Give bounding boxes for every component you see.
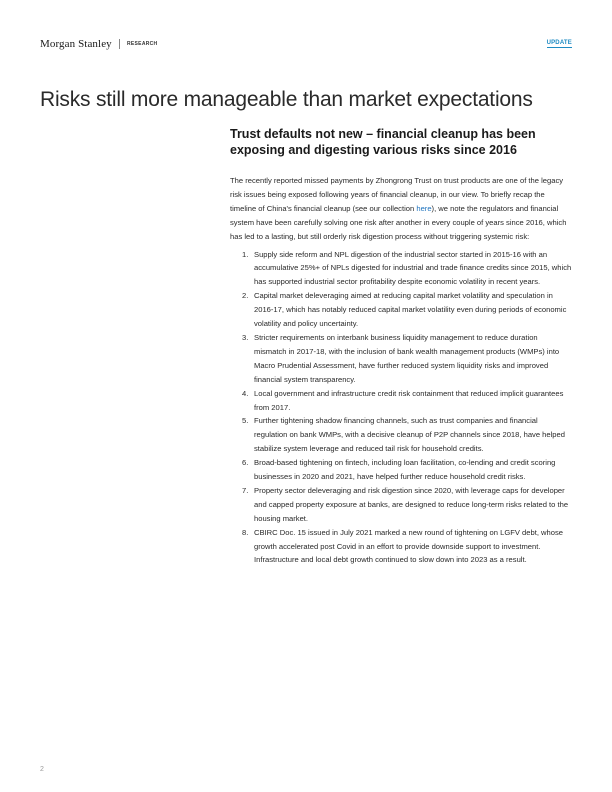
section-label: RESEARCH	[127, 41, 158, 47]
list-item-text: Broad-based tightening on fintech, including loan facilitation, co-lending and credit scoring businesses in 2020 and 2021, have helped further reduce household credit risks.	[254, 458, 556, 482]
list-item-text: Property sector deleveraging and risk digestion since 2020, with leverage caps for developer and capped property exposure at banks, are designed to reduce long-term risks related to the housing market.	[254, 485, 569, 523]
intro-text-after: ), we note the regulators and financial system have been carefully solving one risk after another in every couple of years since 2016, which has led to a lasting, but still orderly risk digestion process without triggering systemic risk:	[230, 203, 567, 241]
intro-text-before: The recently reported missed payments by Zhongrong Trust on trust products are one of the legacy risk issues being exposed following years of financial cleanup, in our view. To briefly recap the timeline of China's financial cleanup (see our collection	[230, 176, 564, 213]
list-item	[230, 456, 572, 484]
list-item	[230, 248, 572, 290]
list-number: 3.	[242, 332, 249, 342]
section-subheading: Trust defaults not new – financial cleanup has been exposing and digesting various risks since 2016	[230, 127, 536, 157]
page-header	[40, 38, 572, 52]
brand-logo: Morgan Stanley	[40, 38, 112, 50]
update-badge: UPDATE	[546, 40, 572, 46]
intro-paragraph	[230, 174, 572, 244]
list-item-text: CBIRC Doc. 15 issued in July 2021 marked a new round of tightening on LGFV debt, whose growth accelerated post Covid in an effort to provide downside support to investment. Infrastructure and local debt growth continued to slow down into 2023 as a result.	[254, 527, 563, 565]
collection-link[interactable]: here	[416, 203, 432, 213]
list-item-text: Stricter requirements on interbank business liquidity management to reduce duration mismatch in 2017-18, with the inclusion of bank wealth management products (WMPs) into Macro Prudential Assessment, have further reduced system liquidity risks and improved financial system transparency.	[254, 332, 560, 384]
list-item-text: Further tightening shadow financing channels, such as trust companies and financial regulation on bank WMPs, with a decisive cleanup of P2P channels since 2018, have helped stabilize system leverage and reduced tail risk for household credits.	[254, 416, 565, 454]
list-number: 5.	[242, 416, 249, 426]
list-item-text: Local government and infrastructure credit risk containment that reduced implicit guarantees from 2017.	[254, 388, 564, 412]
list-item	[230, 484, 572, 526]
list-number: 2.	[242, 291, 249, 301]
list-number: 4.	[242, 388, 249, 398]
page-title: Risks still more manageable than market expectations	[40, 88, 533, 111]
header-divider	[119, 39, 120, 49]
list-item	[230, 387, 572, 415]
list-item	[230, 414, 572, 456]
list-number: 8.	[242, 527, 249, 537]
list-number: 7.	[242, 485, 249, 495]
page-number: 2	[40, 766, 44, 773]
list-item-text: Supply side reform and NPL digestion of the industrial sector started in 2015-16 with an accumulative 25%+ of NPLs digested for industrial and trade finance credits since 2015, which has supported industrial sector profitability despite economic volatility in recent years.	[254, 249, 572, 287]
list-number: 1.	[242, 249, 249, 259]
risk-timeline-list	[230, 248, 572, 568]
main-content	[230, 126, 572, 567]
list-item	[230, 289, 572, 331]
list-item-text: Capital market deleveraging aimed at reducing capital market volatility and speculation in 2016-17, which has notably reduced capital market volatility even during periods of economic volatility and policy uncertainty.	[254, 291, 567, 329]
list-number: 6.	[242, 458, 249, 468]
list-item	[230, 526, 572, 568]
list-item	[230, 331, 572, 387]
